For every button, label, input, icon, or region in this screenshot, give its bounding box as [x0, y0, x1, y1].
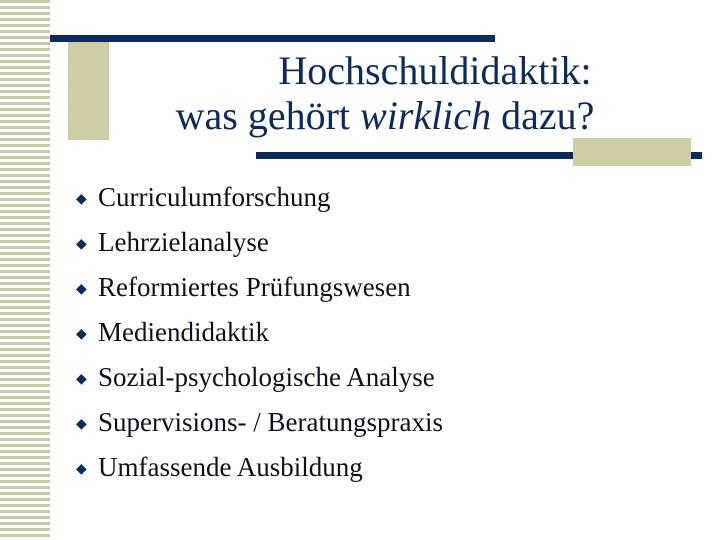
diamond-bullet-icon: ◆	[76, 237, 87, 252]
list-item	[76, 221, 443, 266]
decorative-block-bottom	[573, 138, 691, 166]
decorative-block-top	[68, 40, 109, 140]
list-item	[76, 401, 443, 446]
bullet-list	[76, 176, 443, 491]
list-item	[76, 311, 443, 356]
slide-title-line2	[120, 93, 650, 138]
title-text-pre: was gehört	[175, 93, 361, 138]
list-item-text: Reformiertes Prüfungswesen	[98, 272, 411, 302]
diamond-bullet-icon: ◆	[76, 327, 87, 342]
list-item	[76, 446, 443, 491]
list-item	[76, 266, 443, 311]
diamond-bullet-icon: ◆	[76, 372, 87, 387]
list-item-text: Supervisions- / Beratungspraxis	[98, 407, 443, 437]
slide-title-line1: Hochschuldidaktik:	[278, 48, 592, 93]
list-item	[76, 356, 443, 401]
list-item-text: Sozial-psychologische Analyse	[98, 362, 435, 392]
diamond-bullet-icon: ◆	[76, 417, 87, 432]
list-item-text: Lehrzielanalyse	[98, 227, 269, 257]
diamond-bullet-icon: ◆	[76, 462, 87, 477]
title-text-emphasis: wirklich	[360, 93, 492, 138]
decorative-stripes	[0, 0, 50, 540]
diamond-bullet-icon: ◆	[76, 282, 87, 297]
title-rule-top	[50, 35, 495, 42]
diamond-bullet-icon: ◆	[76, 192, 87, 207]
list-item-text: Mediendidaktik	[98, 317, 269, 347]
list-item-text: Umfassende Ausbildung	[98, 452, 363, 482]
list-item	[76, 176, 443, 221]
list-item-text: Curriculumforschung	[98, 182, 331, 212]
title-text-post: dazu?	[491, 93, 595, 138]
slide-title	[120, 48, 650, 138]
